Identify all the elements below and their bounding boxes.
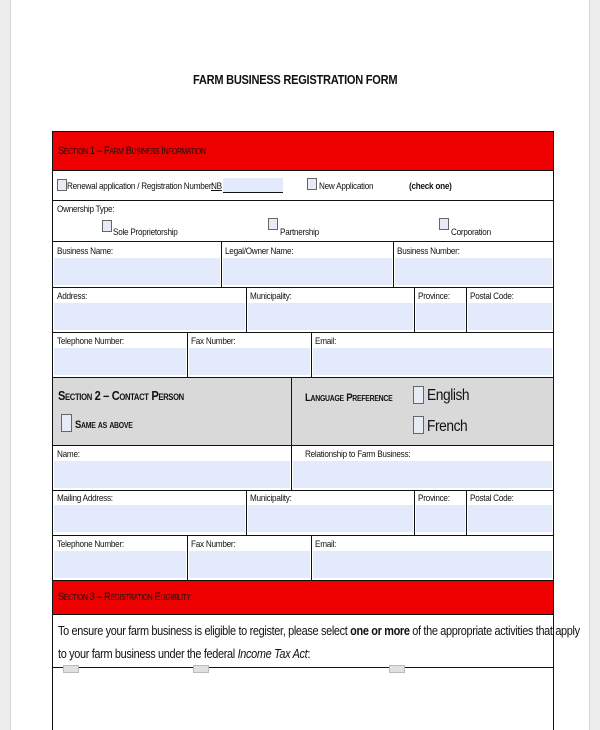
column-divider	[187, 535, 188, 580]
corporation-label: Corporation	[451, 227, 491, 238]
province-label: Province:	[418, 291, 450, 302]
column-divider	[187, 332, 188, 377]
same-as-above-checkbox[interactable]	[61, 414, 72, 432]
income-tax-act: Income Tax Act	[237, 646, 308, 661]
telephone-label: Telephone Number:	[57, 336, 124, 347]
contact-name-input[interactable]	[54, 461, 290, 488]
contact-telephone-label: Telephone Number:	[57, 539, 124, 550]
column-divider	[291, 444, 292, 490]
column-divider	[311, 332, 312, 377]
relationship-label: Relationship to Farm Business:	[305, 449, 411, 460]
instruction-text-2: to your farm business under the federal	[58, 646, 238, 661]
instruction-text: To ensure your farm business is eligible to register, please select	[58, 623, 351, 638]
partnership-label: Partnership	[280, 227, 319, 238]
column-divider	[414, 490, 415, 535]
address-input[interactable]	[54, 303, 245, 330]
contact-province-label: Province:	[418, 493, 450, 504]
contact-postal-code-label: Postal Code:	[470, 493, 514, 504]
relationship-input[interactable]	[293, 461, 552, 488]
row-divider	[53, 332, 553, 333]
contact-municipality-input[interactable]	[248, 505, 413, 532]
row-divider	[53, 200, 553, 201]
row-divider	[53, 667, 553, 668]
instruction-emphasis: one or more	[350, 623, 410, 638]
address-label: Address:	[57, 291, 88, 302]
activity-checkbox[interactable]	[193, 665, 209, 673]
registration-number-input[interactable]	[223, 178, 283, 193]
contact-postal-code-input[interactable]	[468, 505, 552, 532]
contact-email-input[interactable]	[313, 551, 552, 578]
postal-code-input[interactable]	[468, 303, 552, 330]
mailing-address-label: Mailing Address:	[57, 493, 113, 504]
province-input[interactable]	[416, 303, 465, 330]
registration-form	[52, 131, 580, 730]
eligibility-instruction-line-2	[58, 646, 310, 661]
sole-proprietorship-label: Sole Proprietorship	[113, 227, 178, 238]
municipality-input[interactable]	[248, 303, 413, 330]
contact-email-label: Email:	[315, 539, 337, 550]
column-divider	[466, 287, 467, 332]
row-divider	[53, 241, 553, 242]
instruction-colon: :	[307, 646, 311, 661]
instruction-text-end: of the appropriate activities that apply	[409, 623, 580, 638]
activity-checkbox[interactable]	[63, 665, 79, 673]
french-label: French	[427, 418, 468, 435]
business-name-input[interactable]	[54, 258, 220, 285]
contact-fax-label: Fax Number:	[191, 539, 236, 550]
postal-code-label: Postal Code:	[470, 291, 514, 302]
registration-prefix: NB	[211, 181, 222, 192]
section-3-title: Section 3 – Registration Eligibility	[58, 591, 191, 603]
new-application-checkbox[interactable]	[307, 178, 317, 190]
column-divider	[311, 535, 312, 580]
activity-checkbox[interactable]	[389, 665, 405, 673]
row-divider	[53, 287, 553, 288]
fax-label: Fax Number:	[191, 336, 236, 347]
row-divider	[53, 535, 553, 536]
document-page	[10, 0, 590, 730]
legal-owner-label: Legal/Owner Name:	[225, 246, 294, 257]
same-as-above-label: Same as above	[75, 419, 133, 431]
legal-owner-input[interactable]	[223, 258, 392, 285]
eligibility-instruction-line-1	[58, 623, 580, 638]
english-label: English	[427, 387, 470, 404]
contact-province-input[interactable]	[416, 505, 465, 532]
language-preference-label: Language Preference	[305, 392, 393, 404]
business-name-label: Business Name:	[57, 246, 113, 257]
column-divider	[414, 287, 415, 332]
column-divider	[221, 241, 222, 287]
contact-municipality-label: Municipality:	[250, 493, 292, 504]
column-divider	[246, 287, 247, 332]
form-title: FARM BUSINESS REGISTRATION FORM	[193, 72, 398, 87]
email-label: Email:	[315, 336, 337, 347]
section-1-title: Section 1 – Farm Business Information	[58, 145, 206, 157]
sole-proprietorship-checkbox[interactable]	[102, 220, 112, 232]
section-2-title: Section 2 – Contact Person	[58, 388, 184, 403]
telephone-input[interactable]	[54, 348, 186, 375]
ownership-type-label: Ownership Type:	[57, 204, 115, 215]
new-application-label: New Application	[319, 181, 374, 192]
corporation-checkbox[interactable]	[439, 218, 449, 230]
french-checkbox[interactable]	[413, 416, 424, 434]
municipality-label: Municipality:	[250, 291, 292, 302]
column-divider	[393, 241, 394, 287]
mailing-address-input[interactable]	[54, 505, 245, 532]
column-divider	[246, 490, 247, 535]
contact-telephone-input[interactable]	[54, 551, 186, 578]
renewal-label: Renewal application / Registration Number:	[67, 181, 214, 192]
renewal-checkbox[interactable]	[57, 179, 67, 191]
row-divider	[53, 490, 553, 491]
partnership-checkbox[interactable]	[268, 218, 278, 230]
contact-fax-input[interactable]	[189, 551, 310, 578]
english-checkbox[interactable]	[413, 386, 424, 404]
fax-input[interactable]	[189, 348, 310, 375]
contact-name-label: Name:	[57, 449, 80, 460]
email-input[interactable]	[313, 348, 552, 375]
check-one-note: (check one)	[409, 181, 452, 192]
business-number-input[interactable]	[395, 258, 552, 285]
column-divider	[291, 377, 292, 444]
column-divider	[466, 490, 467, 535]
business-number-label: Business Number:	[397, 246, 460, 257]
section-1-header	[53, 131, 553, 171]
section-3-header	[53, 580, 553, 615]
